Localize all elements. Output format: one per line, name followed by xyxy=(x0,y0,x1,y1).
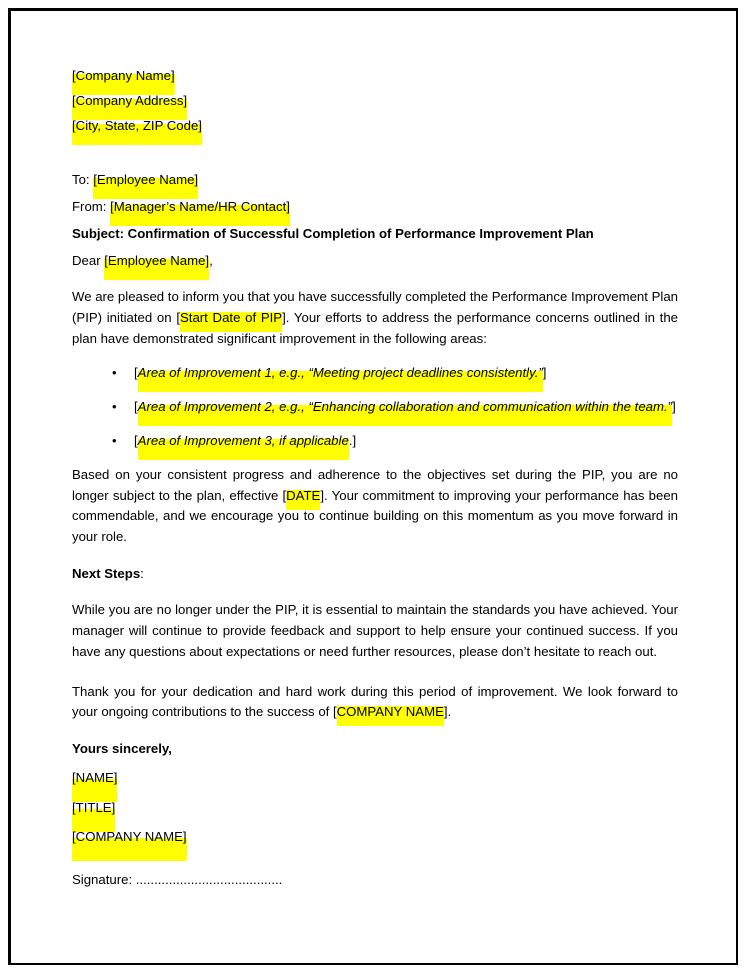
progress-paragraph xyxy=(72,465,678,548)
from-label: From: xyxy=(72,198,111,214)
list-item xyxy=(72,363,678,383)
next-steps-heading xyxy=(72,567,678,580)
list-item xyxy=(72,431,678,451)
recipient-line xyxy=(72,173,678,186)
from-value: [Manager’s Name/HR Contact] xyxy=(110,198,290,214)
bracket-open: [ xyxy=(134,398,138,414)
signature-block xyxy=(72,742,678,886)
signer-name-value: [NAME] xyxy=(72,770,118,786)
signature-field xyxy=(72,873,678,886)
improvement-areas-list xyxy=(72,363,678,451)
to-value: [Employee Name] xyxy=(93,171,199,187)
improvement-area-3-text: Area of Improvement 3, if applicable xyxy=(137,432,349,448)
closing-text-part2: ]. xyxy=(443,704,452,720)
sender-address-block xyxy=(72,69,678,133)
start-date-placeholder: Start Date of PIP xyxy=(179,310,283,326)
document-page xyxy=(8,8,738,965)
improvement-area-1-text: Area of Improvement 1, e.g., “Meeting project deadlines consistently.” xyxy=(137,364,543,380)
intro-text-part2: ]. Your efforts to address the performance concerns outlined in the plan have demonstrated significant improvement in the following areas: xyxy=(72,310,679,347)
signer-company-value: [COMPANY NAME] xyxy=(72,828,187,844)
next-steps-colon: : xyxy=(140,566,144,581)
signer-title-value: [TITLE] xyxy=(72,799,116,815)
city-state-zip-value: [City, State, ZIP Code] xyxy=(72,118,202,134)
bullet-icon: • xyxy=(112,364,117,380)
next-steps-paragraph xyxy=(72,600,678,662)
signer-company-line xyxy=(72,830,678,843)
bracket-close: .] xyxy=(348,432,357,448)
progress-text-part2: ]. Your commitment to improving your performance has been commendable, and we encourage you to continue building on this momentum as you move forward in your role. xyxy=(72,487,679,545)
progress-text-part1: Based on your consistent progress and adherence to the objectives set during the PIP, you are no longer subject to the plan, effective [ xyxy=(72,466,678,503)
salutation-prefix: Dear xyxy=(72,253,105,269)
signature-dot-leader: ........................................ xyxy=(135,872,283,887)
signature-label: Signature: xyxy=(72,872,136,887)
effective-date-placeholder: DATE xyxy=(286,487,321,503)
list-item xyxy=(72,397,678,417)
closing-text-part1: Thank you for your dedication and hard work during this period of improvement. We look forward to your ongoing contributions to the success of [ xyxy=(72,683,678,720)
letter-body xyxy=(72,69,678,886)
bracket-close: ] xyxy=(542,364,547,380)
bracket-open: [ xyxy=(134,364,138,380)
intro-paragraph xyxy=(72,287,678,349)
valediction xyxy=(72,742,678,755)
improvement-area-2-text: Area of Improvement 2, e.g., “Enhancing collaboration and communication within the team.” xyxy=(137,398,673,414)
subject-line xyxy=(72,227,678,240)
bullet-icon: • xyxy=(112,398,117,414)
bracket-open: [ xyxy=(134,432,138,448)
intro-text-part1: We are pleased to inform you that you have successfully completed the Performance Improvement Plan (PIP) initiated on [ xyxy=(72,289,678,326)
salutation-name: [Employee Name] xyxy=(104,253,210,269)
city-state-zip-line xyxy=(72,119,678,132)
to-label: To: xyxy=(72,171,94,187)
next-steps-body-text: While you are no longer under the PIP, it is essential to maintain the standards you have achieved. Your manager will continue to provide feedback and support to help ensure your continued success. If you have any questions about expectations or need further resources, please don’t hesitate to reach out. xyxy=(72,602,678,659)
valediction-text: Yours sincerely, xyxy=(72,741,172,757)
spacer xyxy=(72,145,678,173)
subject-text: Subject: Confirmation of Successful Completion of Performance Improvement Plan xyxy=(72,226,594,242)
next-steps-label: Next Steps xyxy=(72,566,141,581)
company-address-line xyxy=(72,94,678,107)
signer-name-line xyxy=(72,771,678,784)
company-name-line xyxy=(72,69,678,82)
sender-line xyxy=(72,200,678,213)
company-name-value: [Company Name] xyxy=(72,68,175,83)
signer-title-line xyxy=(72,801,678,814)
company-address-value: [Company Address] xyxy=(72,93,188,109)
company-name-placeholder: COMPANY NAME xyxy=(336,704,444,720)
salutation-suffix: , xyxy=(209,253,213,269)
bracket-close: ] xyxy=(672,398,676,414)
closing-paragraph xyxy=(72,682,678,724)
bullet-icon: • xyxy=(112,432,117,448)
salutation-line xyxy=(72,254,678,267)
